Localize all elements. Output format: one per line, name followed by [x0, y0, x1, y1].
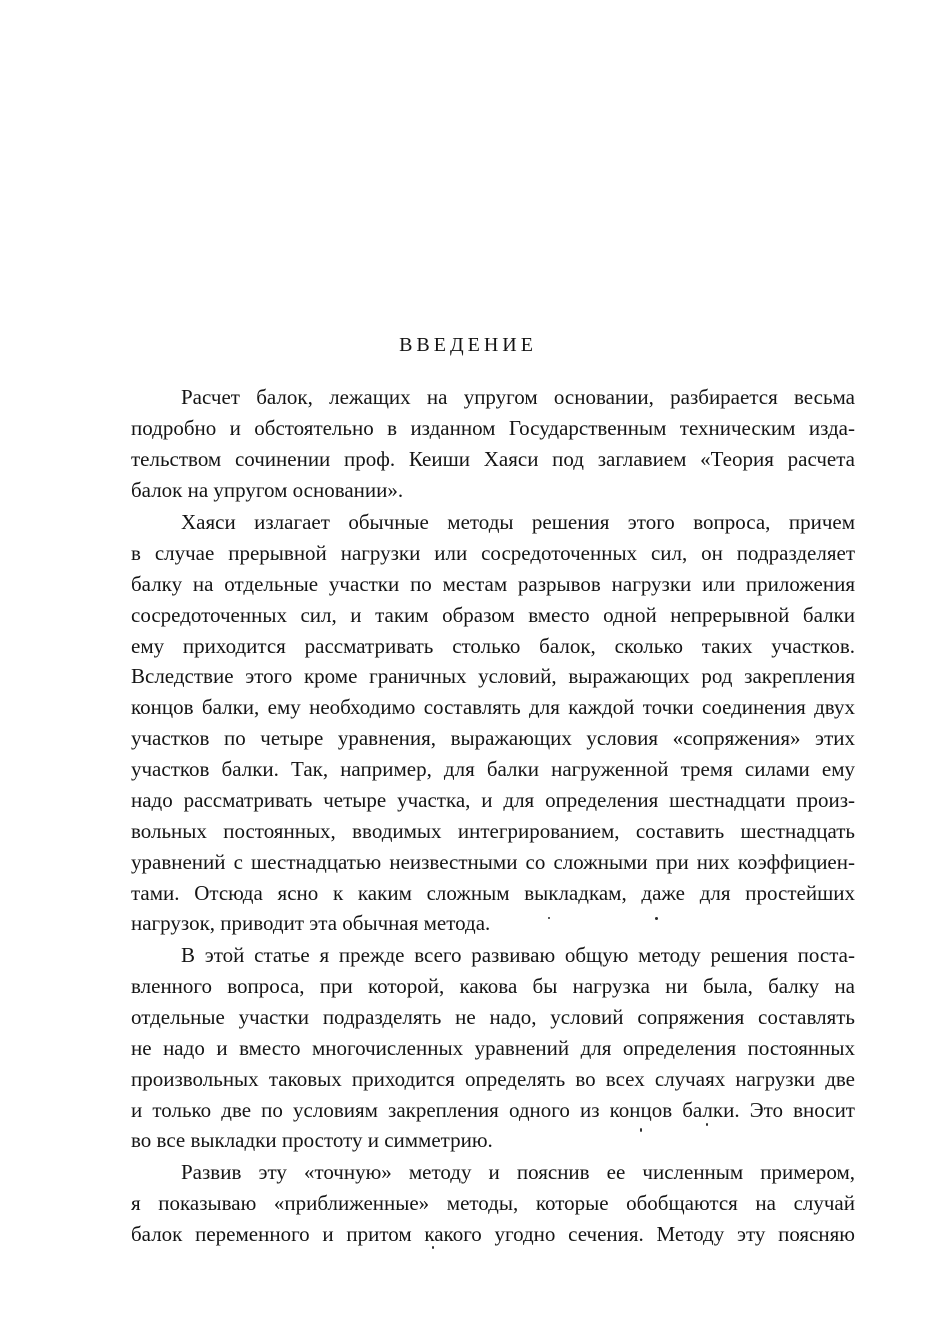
text-line: участков балки. Так, например, для балки нагруженной тремя силами ему [131, 757, 855, 781]
text-line: в случае прерывной нагрузки или сосредоточенных сил, он подразделяет [131, 541, 855, 565]
text-line: ему приходится рассматривать столько балок, сколько таких участков. [131, 634, 855, 658]
text-line: подробно и обстоятельно в изданном Государственным техническим изда- [131, 416, 855, 440]
text-line: вленного вопроса, при которой, какова бы нагрузка ни была, балку на [131, 974, 855, 998]
text-line: надо рассматривать четыре участка, и для определения шестнадцати произ- [131, 788, 855, 812]
text-line: Расчет балок, лежащих на упругом основании, разбирается весьма [181, 385, 855, 409]
scan-speck [548, 917, 550, 919]
text-line: сосредоточенных сил, и таким образом вместо одной непрерывной балки [131, 603, 855, 627]
text-line: тельством сочинении проф. Кеиши Хаяси под заглавием «Теория расчета [131, 447, 855, 471]
text-line: уравнений с шестнадцатью неизвестными со сложными при них коэффициен- [131, 850, 855, 874]
text-line: вольных постоянных, вводимых интегрированием, составить шестнадцать [131, 819, 855, 843]
text-line: я показываю «приближенные» методы, которые обобщаются на случай [131, 1191, 855, 1215]
text-line: Развив эту «точную» методу и пояснив ее численным примером, [181, 1160, 855, 1184]
text-line: балку на отдельные участки по местам разрывов нагрузки или приложения [131, 572, 855, 596]
text-line: концов балки, ему необходимо составлять для каждой точки соединения двух [131, 695, 855, 719]
text-line: участков по четыре уравнения, выражающих условия «сопряжения» этих [131, 726, 855, 750]
text-line: Хаяси излагает обычные методы решения этого вопроса, причем [181, 510, 855, 534]
text-line: отдельные участки подразделять не надо, условий сопряжения составлять [131, 1005, 855, 1029]
scan-speck [432, 1246, 434, 1249]
scan-speck [655, 917, 658, 920]
text-line: во все выкладки простоту и симметрию. [131, 1128, 493, 1152]
text-line: не надо и вместо многочисленных уравнений для определения постоянных [131, 1036, 855, 1060]
text-line: и только две по условиям закрепления одного из концов балки. Это вносит [131, 1098, 855, 1122]
text-line: балок переменного и притом какого угодно сечения. Методу эту поясняю [131, 1222, 855, 1246]
scan-speck [706, 1123, 708, 1126]
chapter-title: ВВЕДЕНИЕ [399, 334, 537, 356]
text-line: тами. Отсюда ясно к каким сложным выкладкам, даже для простейших [131, 881, 855, 905]
text-line: В этой статье я прежде всего развиваю общую методу решения поста- [181, 943, 855, 967]
scan-speck [640, 1128, 642, 1132]
text-line: балок на упругом основании». [131, 478, 404, 502]
text-line: нагрузок, приводит эта обычная метода. [131, 911, 491, 935]
text-line: Вследствие этого кроме граничных условий, выражающих род закрепления [131, 664, 855, 688]
text-line: произвольных таковых приходится определять во всех случаях нагрузки две [131, 1067, 855, 1091]
